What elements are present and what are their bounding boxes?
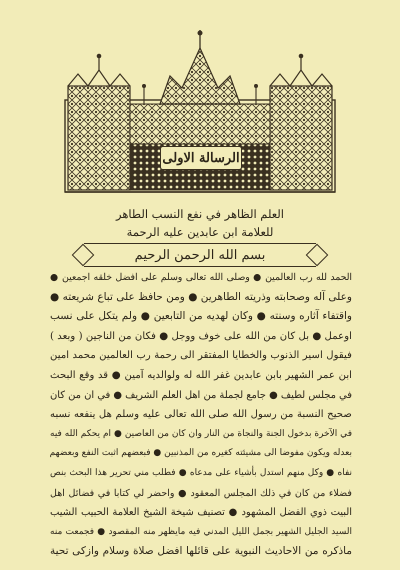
text-line: فضلاء من كان في ذلك المجلس المعقود ● واحضر لي كتابا في فضائل اهل xyxy=(50,487,352,499)
text-line: بعدله ويكون مفوضا الى مشيئته كغيره من المذنبين ● فبعضهم اثبت النفع وبعضهم xyxy=(50,448,352,459)
text-line: الحمد لله رب العالمين ● وصلى الله تعالى وسلم على افضل خلقه اجمعين ● xyxy=(50,272,352,283)
text-line: واقتفاء آثاره وسنته ● وكان لهديه من التابعين ● ولم يتكل على نسب xyxy=(50,310,352,323)
text-line: صحيح النسبة من رسول الله صلى الله تعالى عليه وسلم هل ينفعه نسبه xyxy=(50,409,352,421)
basmala-banner: بسم الله الرحمن الرحيم xyxy=(84,243,316,267)
text-line: في مجلس لطيف ● جامع لجملة من اهل العلم الشريف ● في ان من كان xyxy=(50,389,352,401)
author-line: للعلامة ابن عابدين عليه الرحمة xyxy=(126,225,274,239)
epistle-title: الرسالة الاولى xyxy=(160,146,242,170)
text-line: ماذكره من الاحاديث النبوية على قائلها افضل صلاة وسلام وازكى تحية xyxy=(50,545,352,558)
text-line: اوعمل ● بل كان من الله على خوف ووجل ● فكان من الناجين ( وبعد ) xyxy=(50,330,352,342)
text-line: نفاه ● وكل منهم استدل بأشياء على مدعاه ● فطلب مني تحرير هذا البحث بنص xyxy=(50,467,352,478)
decorative-header-ornament xyxy=(60,28,340,198)
main-text-block xyxy=(50,268,352,562)
text-line: ابن عمر الشهير بابن عابدين غفر الله له ولوالديه آمين ● قد وقع البحث xyxy=(50,369,352,381)
text-line: البيت ذوي الفضل المشهود ● تصنيف شيخة الشيخ العلامة الحبيب الشيب xyxy=(50,507,352,519)
text-line: فيقول اسير الذنوب والخطايا المفتقر الى رحمة رب العالمين محمد امين xyxy=(50,350,352,362)
treatise-title: العلم الظاهر في نفع النسب الطاهر xyxy=(115,207,285,221)
text-line: في الآخرة بدخول الجنة والنجاة من النار وان كان من العاصين ● ام يحكم الله فيه xyxy=(50,428,352,439)
text-line: السيد الجليل الشهير بجمل الليل المدني فيه مايظهر منه المقصود ● فجمعت منه xyxy=(50,526,352,537)
text-line: وعلى آله وصحابته وذريته الطاهرين ● ومن حافظ على تباع شريعته ● xyxy=(50,290,352,303)
